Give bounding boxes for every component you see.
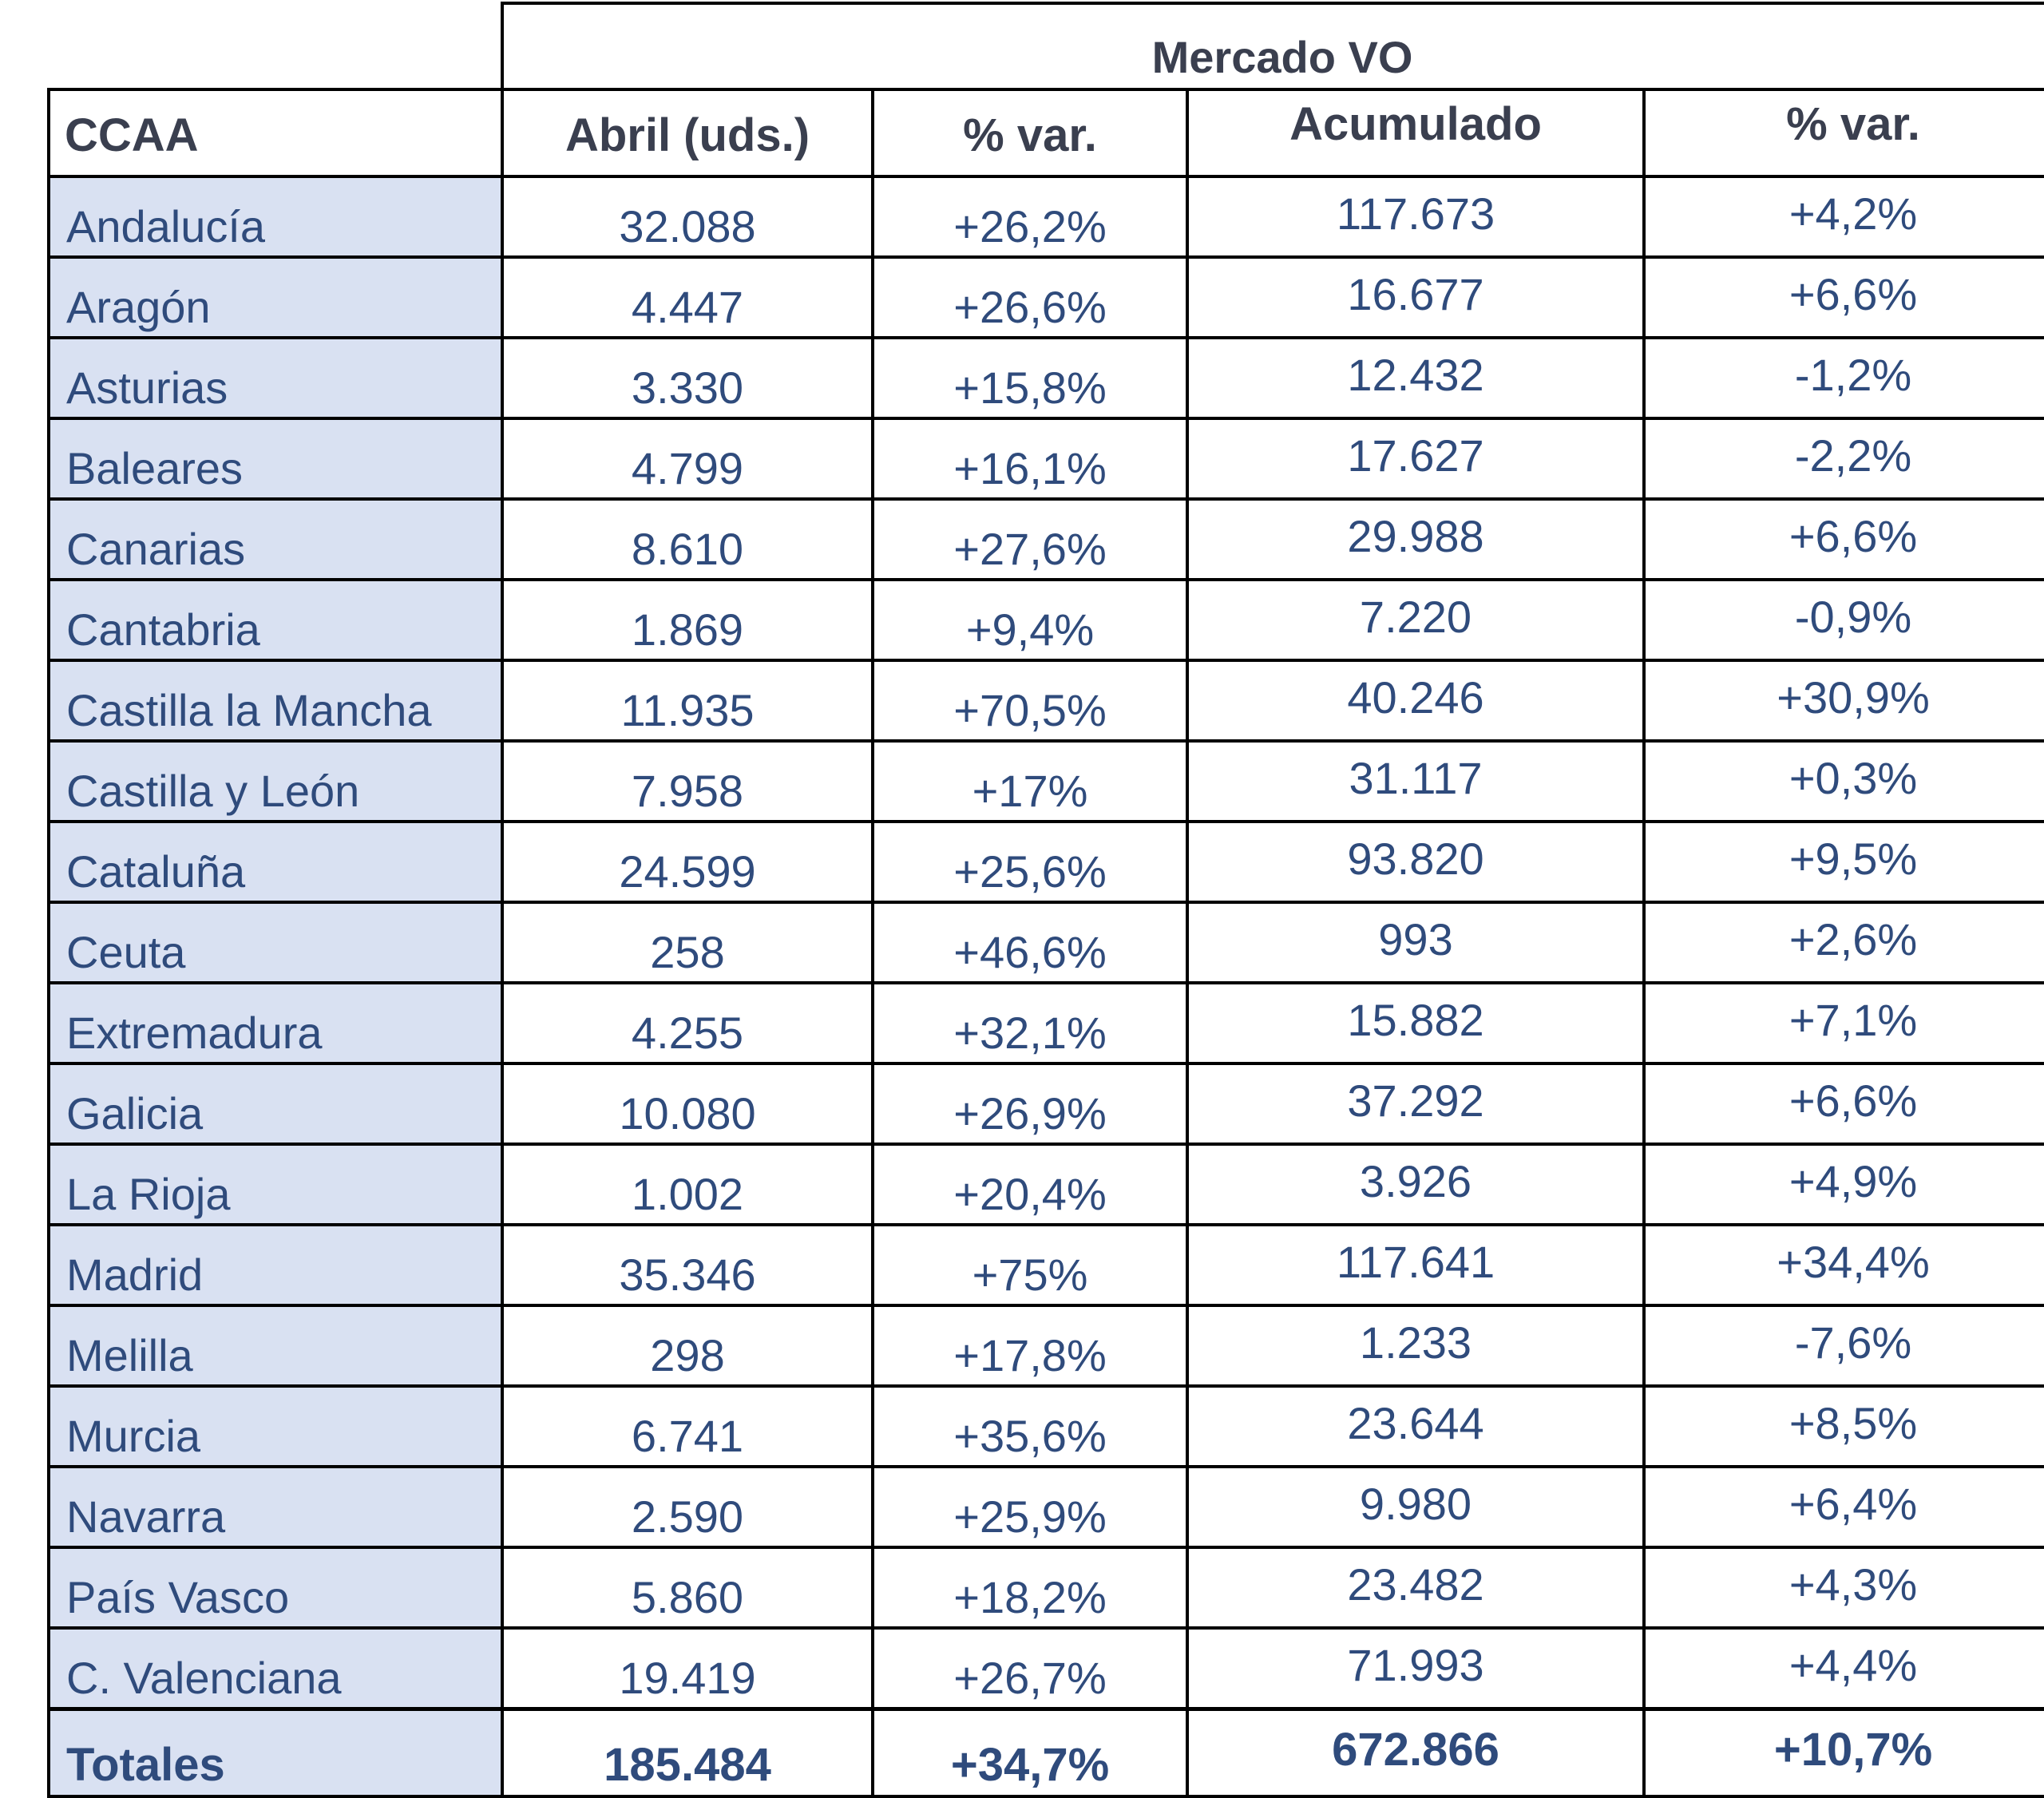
abril-value: 258 [502, 902, 873, 983]
var-abril-value: +26,2% [873, 176, 1187, 257]
table-row [49, 338, 2044, 418]
var-acumulado-value: -2,2% [1644, 418, 2044, 499]
var-acumulado-value: +4,2% [1644, 176, 2044, 257]
abril-value: 10.080 [502, 1063, 873, 1144]
acumulado-value: 71.993 [1187, 1628, 1644, 1709]
totals-row [49, 1709, 2044, 1797]
abril-value: 35.346 [502, 1225, 873, 1305]
var-abril-value: +27,6% [873, 499, 1187, 580]
acumulado-value: 93.820 [1187, 822, 1644, 902]
var-acumulado-value: +9,5% [1644, 822, 2044, 902]
var-acumulado-value: +6,4% [1644, 1467, 2044, 1547]
table-row [49, 418, 2044, 499]
var-acumulado-value: -1,2% [1644, 338, 2044, 418]
table-row [49, 257, 2044, 338]
column-header-abril: Abril (uds.) [502, 89, 873, 176]
ccaa-name: Extremadura [49, 983, 502, 1063]
var-acumulado-value: +0,3% [1644, 741, 2044, 822]
var-abril-value: +32,1% [873, 983, 1187, 1063]
table-row [49, 1628, 2044, 1709]
var-acumulado-value: +6,6% [1644, 1063, 2044, 1144]
ccaa-name: Castilla la Mancha [49, 660, 502, 741]
abril-value: 298 [502, 1305, 873, 1386]
column-header-var-acumulado: % var. [1644, 89, 2044, 176]
ccaa-name: Castilla y León [49, 741, 502, 822]
abril-value: 2.590 [502, 1467, 873, 1547]
table-row [49, 741, 2044, 822]
var-abril-value: +25,9% [873, 1467, 1187, 1547]
table-row [49, 660, 2044, 741]
totals-var-acumulado: +10,7% [1644, 1709, 2044, 1797]
table-row [49, 1467, 2044, 1547]
var-acumulado-value: +4,3% [1644, 1547, 2044, 1628]
totals-acumulado: 672.866 [1187, 1709, 1644, 1797]
acumulado-value: 7.220 [1187, 580, 1644, 660]
table-body [49, 176, 2044, 1709]
table-row [49, 499, 2044, 580]
ccaa-name: Andalucía [49, 176, 502, 257]
abril-value: 4.447 [502, 257, 873, 338]
ccaa-name: La Rioja [49, 1144, 502, 1225]
acumulado-value: 31.117 [1187, 741, 1644, 822]
ccaa-name: País Vasco [49, 1547, 502, 1628]
acumulado-value: 993 [1187, 902, 1644, 983]
abril-value: 3.330 [502, 338, 873, 418]
abril-value: 24.599 [502, 822, 873, 902]
abril-value: 32.088 [502, 176, 873, 257]
mercado-vo-table [47, 2, 2044, 1798]
var-acumulado-value: +30,9% [1644, 660, 2044, 741]
var-acumulado-value: -7,6% [1644, 1305, 2044, 1386]
acumulado-value: 23.644 [1187, 1386, 1644, 1467]
acumulado-value: 9.980 [1187, 1467, 1644, 1547]
table-row [49, 176, 2044, 257]
abril-value: 4.255 [502, 983, 873, 1063]
blank-corner-cell [49, 3, 502, 89]
abril-value: 8.610 [502, 499, 873, 580]
var-abril-value: +70,5% [873, 660, 1187, 741]
table-row [49, 1547, 2044, 1628]
var-abril-value: +25,6% [873, 822, 1187, 902]
var-abril-value: +20,4% [873, 1144, 1187, 1225]
acumulado-value: 12.432 [1187, 338, 1644, 418]
var-abril-value: +16,1% [873, 418, 1187, 499]
acumulado-value: 1.233 [1187, 1305, 1644, 1386]
table-row [49, 822, 2044, 902]
abril-value: 5.860 [502, 1547, 873, 1628]
var-acumulado-value: +6,6% [1644, 499, 2044, 580]
var-abril-value: +18,2% [873, 1547, 1187, 1628]
var-abril-value: +46,6% [873, 902, 1187, 983]
var-abril-value: +15,8% [873, 338, 1187, 418]
var-abril-value: +26,6% [873, 257, 1187, 338]
ccaa-name: Ceuta [49, 902, 502, 983]
acumulado-value: 40.246 [1187, 660, 1644, 741]
ccaa-name: Murcia [49, 1386, 502, 1467]
var-acumulado-value: +7,1% [1644, 983, 2044, 1063]
var-abril-value: +17% [873, 741, 1187, 822]
var-abril-value: +9,4% [873, 580, 1187, 660]
var-acumulado-value: +2,6% [1644, 902, 2044, 983]
ccaa-name: Cataluña [49, 822, 502, 902]
acumulado-value: 3.926 [1187, 1144, 1644, 1225]
var-abril-value: +17,8% [873, 1305, 1187, 1386]
var-acumulado-value: -0,9% [1644, 580, 2044, 660]
var-acumulado-value: +8,5% [1644, 1386, 2044, 1467]
acumulado-value: 29.988 [1187, 499, 1644, 580]
ccaa-name: Madrid [49, 1225, 502, 1305]
table-row [49, 1144, 2044, 1225]
ccaa-name: Aragón [49, 257, 502, 338]
ccaa-name: Cantabria [49, 580, 502, 660]
ccaa-name: Galicia [49, 1063, 502, 1144]
ccaa-name: Baleares [49, 418, 502, 499]
ccaa-name: Asturias [49, 338, 502, 418]
column-header-ccaa: CCAA [49, 89, 502, 176]
var-acumulado-value: +6,6% [1644, 257, 2044, 338]
ccaa-name: C. Valenciana [49, 1628, 502, 1709]
totals-var-abril: +34,7% [873, 1709, 1187, 1797]
super-header-mercado-vo: Mercado VO [502, 3, 2044, 89]
acumulado-value: 117.673 [1187, 176, 1644, 257]
column-header-row [49, 89, 2044, 176]
ccaa-name: Navarra [49, 1467, 502, 1547]
table-row [49, 1063, 2044, 1144]
column-header-acumulado: Acumulado [1187, 89, 1644, 176]
acumulado-value: 16.677 [1187, 257, 1644, 338]
table-row [49, 902, 2044, 983]
table-row [49, 983, 2044, 1063]
table-row [49, 1386, 2044, 1467]
ccaa-name: Melilla [49, 1305, 502, 1386]
abril-value: 19.419 [502, 1628, 873, 1709]
acumulado-value: 17.627 [1187, 418, 1644, 499]
table-row [49, 580, 2044, 660]
var-abril-value: +26,9% [873, 1063, 1187, 1144]
table-row [49, 1225, 2044, 1305]
var-abril-value: +26,7% [873, 1628, 1187, 1709]
acumulado-value: 23.482 [1187, 1547, 1644, 1628]
super-header-row [49, 3, 2044, 89]
var-acumulado-value: +4,9% [1644, 1144, 2044, 1225]
acumulado-value: 37.292 [1187, 1063, 1644, 1144]
acumulado-value: 117.641 [1187, 1225, 1644, 1305]
column-header-var-abril: % var. [873, 89, 1187, 176]
totals-abril: 185.484 [502, 1709, 873, 1797]
abril-value: 11.935 [502, 660, 873, 741]
abril-value: 1.002 [502, 1144, 873, 1225]
abril-value: 7.958 [502, 741, 873, 822]
var-acumulado-value: +4,4% [1644, 1628, 2044, 1709]
table-row [49, 1305, 2044, 1386]
abril-value: 6.741 [502, 1386, 873, 1467]
abril-value: 1.869 [502, 580, 873, 660]
var-abril-value: +75% [873, 1225, 1187, 1305]
var-acumulado-value: +34,4% [1644, 1225, 2044, 1305]
ccaa-name: Canarias [49, 499, 502, 580]
abril-value: 4.799 [502, 418, 873, 499]
acumulado-value: 15.882 [1187, 983, 1644, 1063]
var-abril-value: +35,6% [873, 1386, 1187, 1467]
totals-label: Totales [49, 1709, 502, 1797]
